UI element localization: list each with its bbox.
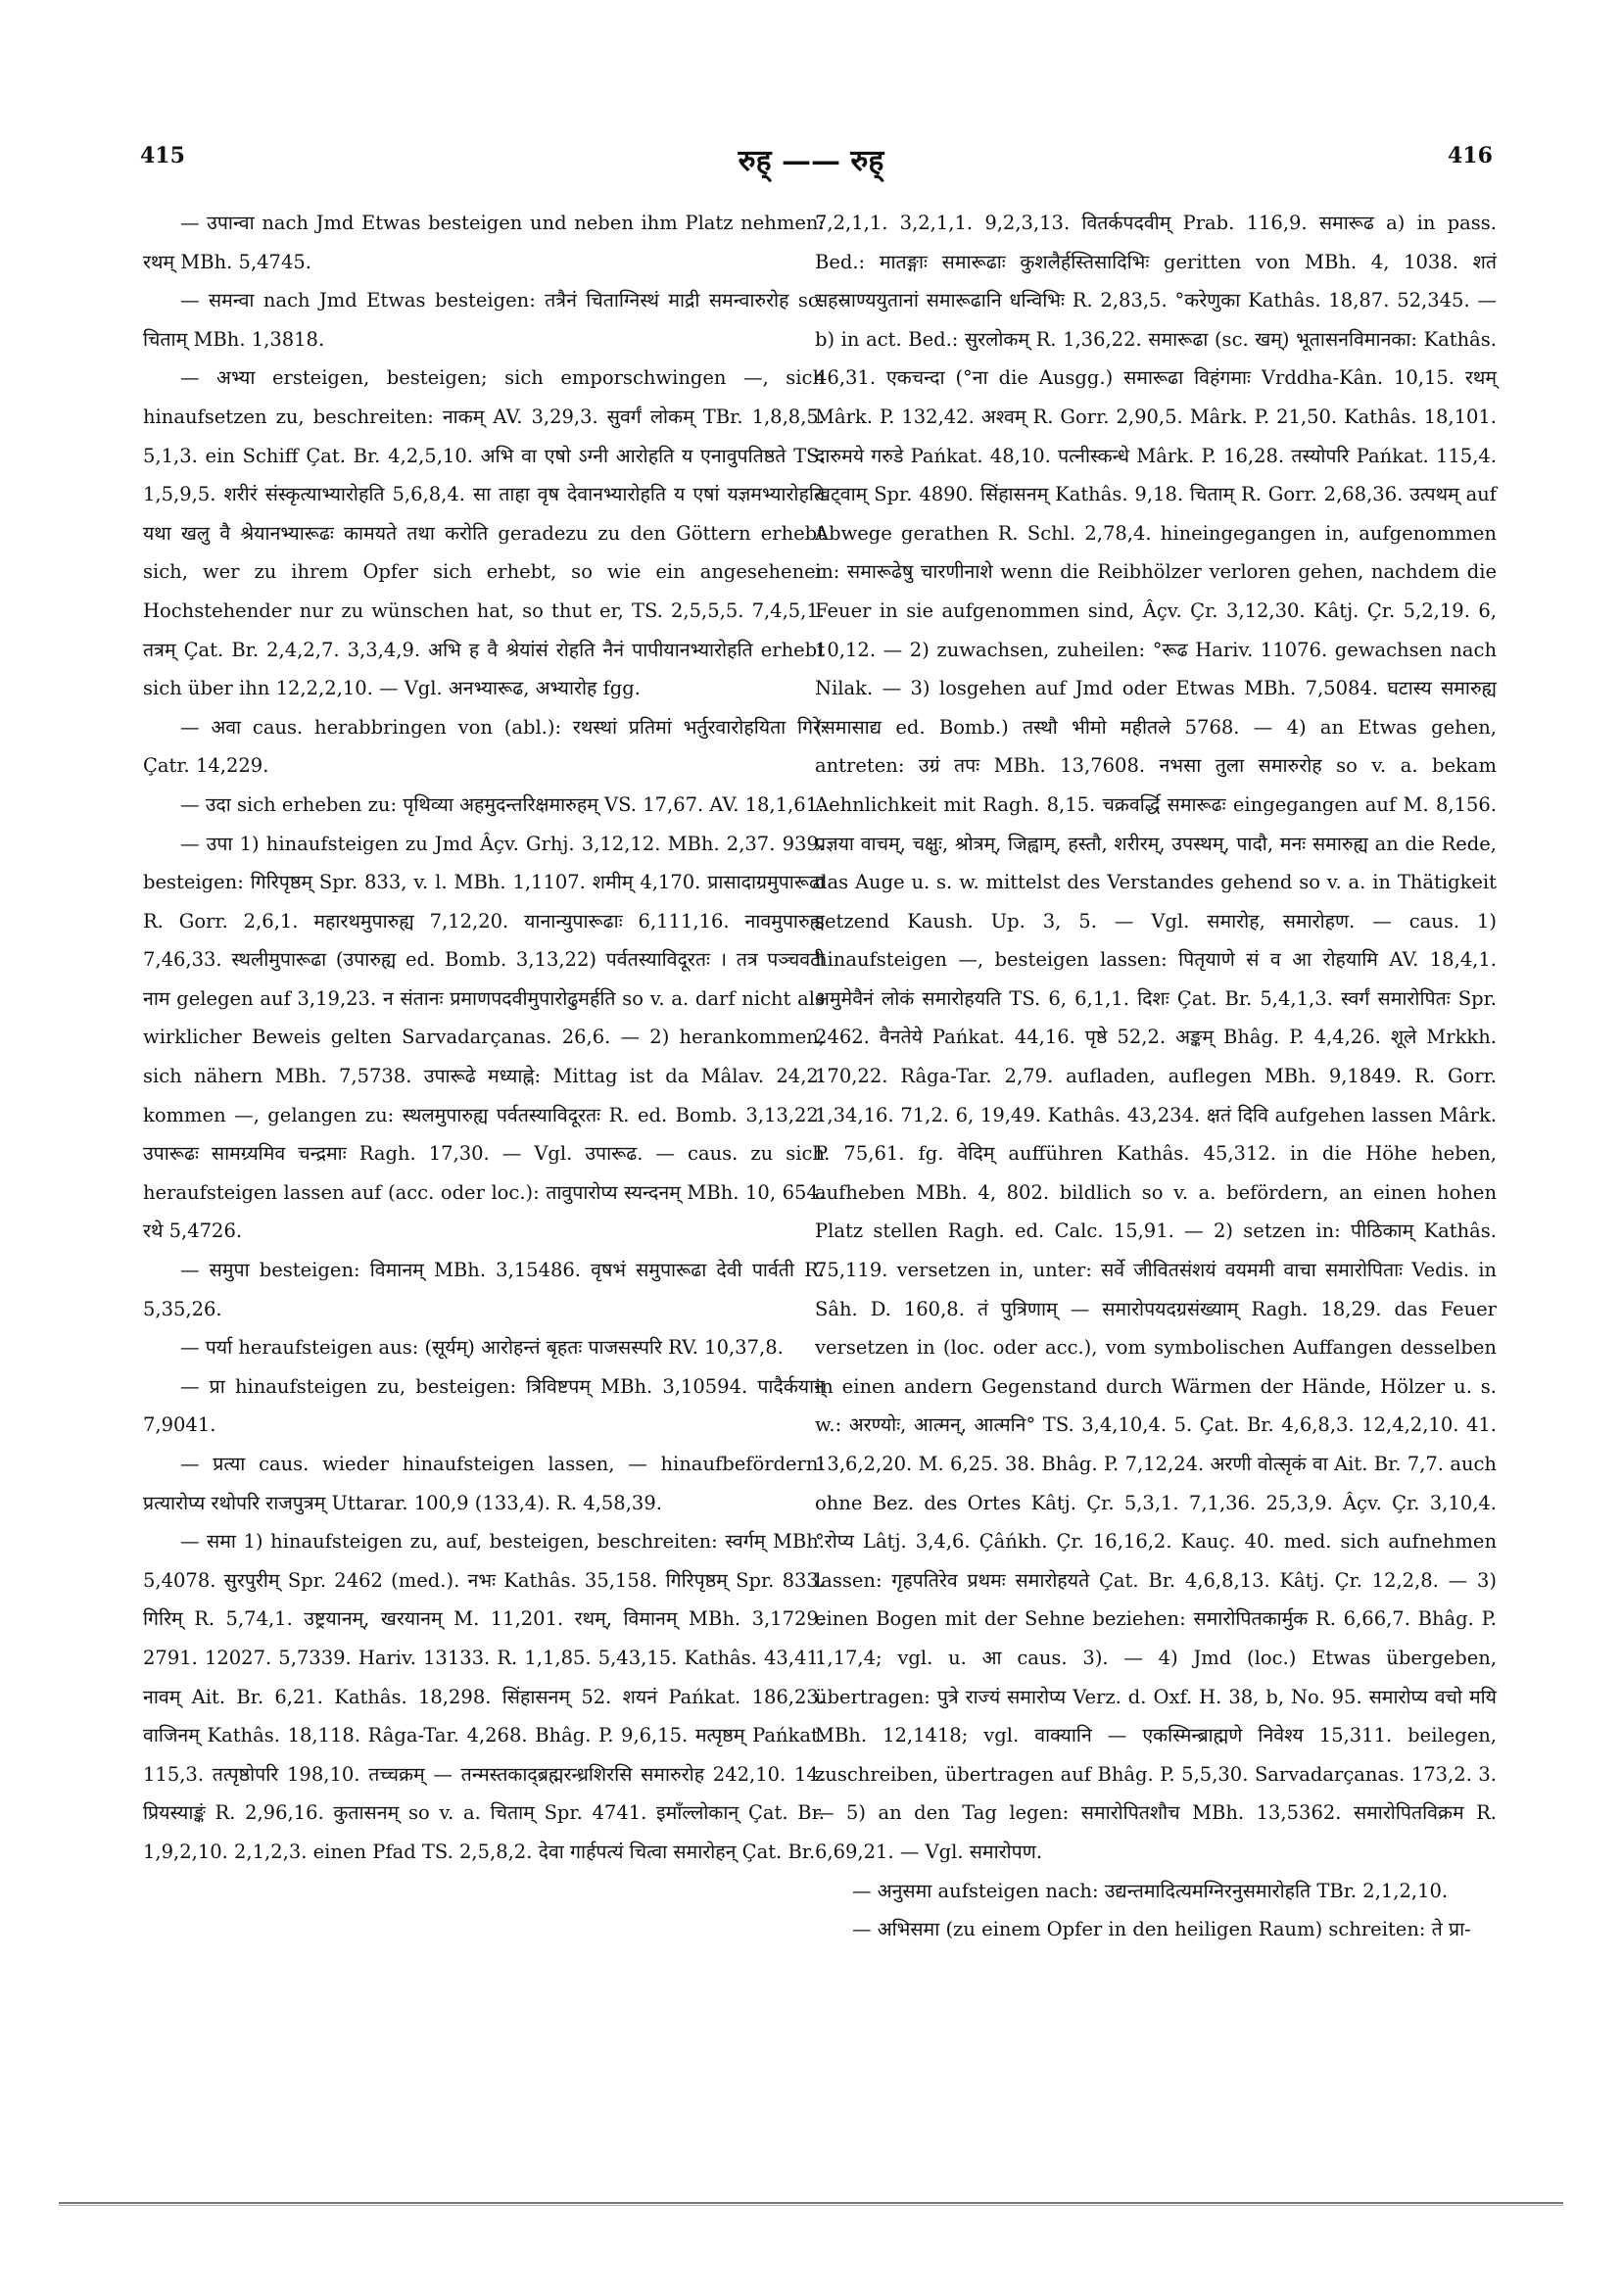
right-page-number: 416	[1448, 143, 1493, 168]
entry-paragraph: — अनुसमा aufsteigen nach: उद्यन्तमादित्यमग्निरनुसमारोहति TBr. 2,1,2,10.	[852, 1879, 1449, 1902]
entry-paragraph: — उदा sich erheben zu: पृथिव्या अहमुदन्तरिक्षमारुहम् VS. 17,67. AV. 18,1,61.	[180, 792, 825, 816]
running-title: रुह् —— रुह्	[738, 144, 884, 178]
left-column	[143, 204, 825, 1872]
entry-paragraph: — समा 1) hinaufsteigen zu, auf, besteigen, beschreiten: स्वर्गम् MBh. 5,4078. सुरपुरीम् Spr. 2462 (med.). नभः Kathâs. 35,158. गिरिपृष्ठम् Spr. 833. गिरिम् R. 5,74,1. उष्ट्रयानम्, खरयानम् M. 11,201. रथम्, विमानम् MBh. 3,1729. 2791. 12027. 5,7339. Hariv. 13133. R. 1,1,85. 5,43,15. Kathâs. 43,41. नावम् Ait. Br. 6,21. Kathâs. 18,298. सिंहासनम् 52. शयनं Pańkat. 186,23. वाजिनम् Kathâs. 18,118. Râga-Tar. 4,268. Bhâg. P. 9,6,15. मत्पृष्ठम् Pańkat. 115,3. तत्पृष्ठोपरि 198,10. तच्चक्रम् — तन्मस्तकाद्ब्रह्मरन्ध्रशिरसि समारुरोह 242,10. 14. प्रियस्याङ्कं R. 2,96,16. कुतासनम् so v. a. चिताम् Spr. 4741. इमाँल्लोकान् Çat. Br. 1,9,2,10. 2,1,2,3. einen Pfad TS. 2,5,8,2. देवा गार्हपत्यं चित्वा समारोहन् Çat. Br.	[143, 1530, 825, 1863]
entry-paragraph: — पर्या heraufsteigen aus: (सूर्यम्) आरोहन्तं बृहतः पाजसस्परि RV. 10,37,8.	[180, 1336, 784, 1360]
footer-rule	[59, 2202, 1563, 2204]
footer-rule-secondary	[59, 2205, 1563, 2206]
left-page-number: 415	[140, 143, 185, 168]
entry-paragraph: — अभ्या ersteigen, besteigen; sich emporschwingen —, sich hinaufsetzen zu, beschreiten: नाकम् AV. 3,29,3. सुवर्गं लोकम् TBr. 1,8,8,5. 5,1,3. ein Schiff Çat. Br. 4,2,5,10. अभि वा एषो ऽग्नी आरोहति य एनावुपतिष्ठते TS. 1,5,9,5. शरीरं संस्कृत्याभ्यारोहति 5,6,8,4. सा ताहा वृष देवानभ्यारोहति य एषां यज्ञमभ्यारोहति यथा खलु वै श्रेयानभ्यारूढः कामयते तथा करोति geradezu zu den Göttern erhebt sich, wer zu ihrem Opfer sich erhebt, so wie ein angesehener Hochstehender nur zu wünschen hat, so thut er, TS. 2,5,5,5. 7,4,5,1. तत्रम् Çat. Br. 2,4,2,7. 3,3,4,9. अभि ह वै श्रेयांसं रोहति नैनं पापीयानभ्यारोहति erhebt sich über ihn 12,2,2,10. — Vgl. अनभ्यारूढ, अभ्यारोह fgg.	[143, 366, 825, 700]
entry-paragraph: — प्रा hinaufsteigen zu, besteigen: त्रिविष्टपम् MBh. 3,10594. पादैर्कयान् 7,9041.	[143, 1374, 825, 1437]
right-column	[815, 204, 1497, 1949]
page-header	[0, 139, 1622, 188]
entry-paragraph: — अभिसमा (zu einem Opfer in den heiligen Raum) schreiten: ते प्रा-	[852, 1918, 1471, 1941]
entry-paragraph: 7,2,1,1. 3,2,1,1. 9,2,3,13. वितर्कपदवीम् Prab. 116,9. समारूढ a) in pass. Bed.: मातङ्गाः समारूढाः कुशलैर्हस्तिसादिभिः geritten von MBh. 4, 1038. शतं सहस्राण्ययुतानां समारूढानि धन्विभिः R. 2,83,5. °करेणुका Kathâs. 18,87. 52,345. — b) in act. Bed.: सुरलोकम् R. 1,36,22. समारूढा (sc. खम्) भूतासनविमानका: Kathâs. 46,31. एकचन्दा (°ना die Ausgg.) समारूढा विहंगमाः Vrddha-Kân. 10,15. रथम् Mârk. P. 132,42. अश्वम् R. Gorr. 2,90,5. Mârk. P. 21,50. Kathâs. 18,101. दारुमये गरुडे Pańkat. 48,10. पत्नीस्कन्धे Mârk. P. 16,28. तस्योपरि Pańkat. 115,4. खट्वाम् Spr. 4890. सिंहासनम् Kathâs. 9,18. चिताम् R. Gorr. 2,68,36. उत्पथम् auf Abwege gerathen R. Schl. 2,78,4. hineingegangen in, aufgenommen in: समारूढेषु चारणीनाशे wenn die Reibhölzer verloren gehen, nachdem die Feuer in sie aufgenommen sind, Âçv. Çr. 3,12,30. Kâtj. Çr. 5,2,19. 6, 10,12. — 2) zuwachsen, zuheilen: °रूढ Hariv. 11076. gewachsen nach Nilak. — 3) losgehen auf Jmd oder Etwas MBh. 7,5084. घटास्य समारुह्य (समासाद्य ed. Bomb.) तस्थौ भीमो महीतले 5768. — 4) an Etwas gehen, antreten: उग्रं तपः MBh. 13,7608. नभसा तुला समारुरोह so v. a. bekam Aehnlichkeit mit Ragh. 8,15. चक्रवर्द्धि समारूढः eingegangen auf M. 8,156. प्रज्ञया वाचम्, चक्षुः, श्रोत्रम्, जिह्वाम्, हस्तौ, शरीरम्, उपस्थम्, पादौ, मनः समारुह्य an die Rede, das Auge u. s. w. mittelst des Verstandes gehend so v. a. in Thätigkeit setzend Kaush. Up. 3, 5. — Vgl. समारोह, समारोहण. — caus. 1) hinaufsteigen —, besteigen lassen: पितृयाणे सं व आ रोहयामि AV. 18,4,1. अमुमेवैनं लोकं समारोहयति TS. 6, 6,1,1. दिशः Çat. Br. 5,4,1,3. स्वर्गं समारोपितः Spr. 2462. वैनतेये Pańkat. 44,16. पृष्ठे 52,2. अङ्कम् Bhâg. P. 4,4,26. शूले Mrkkh. 170,22. Râga-Tar. 2,79. aufladen, auflegen MBh. 9,1849. R. Gorr. 1,34,16. 71,2. 6, 19,49. Kathâs. 43,234. क्षतं दिवि aufgehen lassen Mârk. P. 75,61. fg. वेदिम् aufführen Kathâs. 45,312. in die Höhe heben, aufheben MBh. 4, 802. bildlich so v. a. befördern, an einen hohen Platz stellen Ragh. ed. Calc. 15,91. — 2) setzen in: पीठिकाम् Kathâs. 75,119. versetzen in, unter: सर्वे जीवितसंशयं वयममी वाचा समारोपिताः Vedis. in Sâh. D. 160,8. तं पुत्रिणाम् — समारोपयदग्रसंख्याम् Ragh. 18,29. das Feuer versetzen in (loc. oder acc.), vom symbolischen Auffangen desselben in einen andern Gegenstand durch Wärmen der Hände, Hölzer u. s. w.: अरण्योः, आत्मन्, आत्मनि° TS. 3,4,10,4. 5. Çat. Br. 4,6,8,3. 12,4,2,10. 41. 13,6,2,20. M. 6,25. 38. Bhâg. P. 7,12,24. अरणी वोत्सृकं वा Ait. Br. 7,7. auch ohne Bez. des Ortes Kâtj. Çr. 5,3,1. 7,1,36. 25,3,9. Âçv. Çr. 3,10,4. °रोप्य Lâtj. 3,4,6. Çâńkh. Çr. 16,16,2. Kauç. 40. med. sich aufnehmen lassen: गृहपतिरेव प्रथमः समारोहयते Çat. Br. 4,6,8,13. Kâtj. Çr. 12,2,8. — 3) einen Bogen mit der Sehne beziehen: समारोपितकार्मुक R. 6,66,7. Bhâg. P. 1,17,4; vgl. u. आ caus. 3). — 4) Jmd (loc.) Etwas übergeben, übertragen: पुत्रे राज्यं समारोप्य Verz. d. Oxf. H. 38, b, No. 95. समारोप्य वचो मयि MBh. 12,1418; vgl. वाक्यानि — एकस्मिन्ब्राह्मणे निवेश्य 15,311. beilegen, zuschreiben, übertragen auf Bhâg. P. 5,5,30. Sarvadarçanas. 173,2. 3. — 5) an den Tag legen: समारोपितशौच MBh. 13,5362. समारोपितविक्रम R. 6,69,21. — Vgl. समारोपण.	[815, 212, 1497, 1863]
entry-paragraph: — समन्वा nach Jmd Etwas besteigen: तत्रैनं चिताग्निस्थं माद्री समन्वारुरोह sc. चिताम् MBh. 1,3818.	[143, 289, 825, 351]
entry-paragraph: — अवा caus. herabbringen von (abl.): रथस्थां प्रतिमां भर्तुरवारोहयिता गिरेः Çatr. 14,229.	[143, 715, 825, 778]
entry-paragraph: — समुपा besteigen: विमानम् MBh. 3,15486. वृषभं समुपारूढा देवी पार्वती R. 5,35,26.	[143, 1259, 825, 1320]
entry-paragraph: — उपा 1) hinaufsteigen zu Jmd Âçv. Grhj. 3,12,12. MBh. 2,37. 939. besteigen: गिरिपृष्ठम् Spr. 833, v. l. MBh. 1,1107. शमीम् 4,170. प्रासादाग्रमुपारूढा R. Gorr. 2,6,1. महारथमुपारुह्य 7,12,20. यानान्युपारूढाः 6,111,16. नावमुपारुह्य 7,46,33. स्थलीमुपारूढा (उपारुह्य ed. Bomb. 3,13,22) पर्वतस्याविदूरतः । तत्र पञ्चवटी नाम gelegen auf 3,19,23. न संतानः प्रमाणपदवीमुपारोढुमर्हति so v. a. darf nicht als wirklicher Beweis gelten Sarvadarçanas. 26,6. — 2) herankommen, sich nähern MBh. 7,5738. उपारूढे मध्याह्ने: Mittag ist da Mâlav. 24,2. kommen —, gelangen zu: स्थलमुपारुह्य पर्वतस्याविदूरतः R. ed. Bomb. 3,13,22. उपारूढः सामग्र्यमिव चन्द्रमाः Ragh. 17,30. — Vgl. उपारूढ. — caus. zu sich heraufsteigen lassen auf (acc. oder loc.): तावुपारोप्य स्यन्दनम् MBh. 10, 654. रथे 5,4726.	[143, 832, 825, 1243]
entry-paragraph: — प्रत्या caus. wieder hinaufsteigen lassen, — hinaufbefördern: प्रत्यारोप्य रथोपरि राजपुत्रम् Uttarar. 100,9 (133,4). R. 4,58,39.	[143, 1453, 825, 1514]
entry-paragraph: — उपान्वा nach Jmd Etwas besteigen und neben ihm Platz nehmen: रथम् MBh. 5,4745.	[143, 212, 825, 273]
